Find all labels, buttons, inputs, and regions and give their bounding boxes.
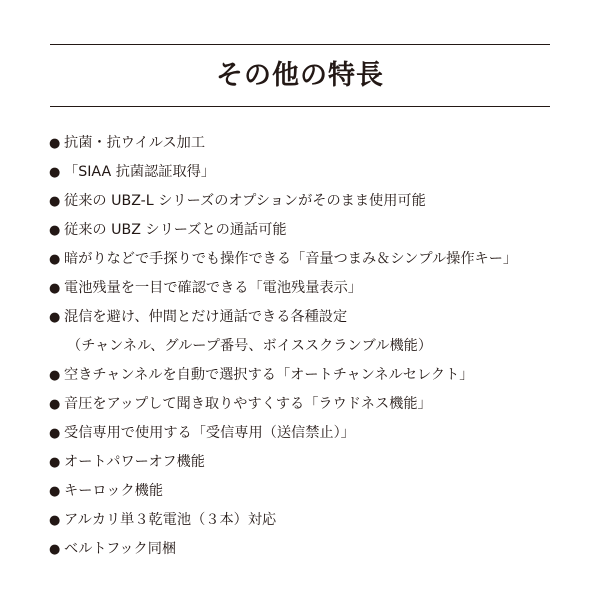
- feature-item: [49, 361, 589, 390]
- feature-item: [49, 303, 589, 361]
- bullet-icon: ●: [49, 136, 61, 151]
- feature-list: [49, 129, 589, 564]
- feature-item: [49, 158, 589, 187]
- bullet-icon: ●: [49, 368, 61, 383]
- feature-item: [49, 390, 589, 419]
- bullet-icon: ●: [49, 281, 61, 296]
- feature-item: [49, 506, 589, 535]
- feature-text: 従来の UBZ シリーズとの通話可能: [64, 222, 287, 238]
- bullet-icon: ●: [49, 165, 61, 180]
- feature-text: 従来の UBZ-L シリーズのオプションがそのまま使用可能: [64, 193, 426, 209]
- bullet-icon: ●: [49, 310, 61, 325]
- feature-text: キーロック機能: [64, 483, 164, 499]
- title-bottom-rule: [50, 106, 550, 107]
- feature-item: [49, 274, 589, 303]
- bullet-icon: ●: [49, 397, 61, 412]
- bullet-icon: ●: [49, 484, 61, 499]
- feature-text: オートパワーオフ機能: [64, 454, 205, 470]
- page-title: その他の特長: [216, 60, 384, 91]
- feature-text: 抗菌・抗ウイルス加工: [64, 135, 206, 151]
- feature-text: 音圧をアップして聞き取りやすくする「ラウドネス機能」: [64, 396, 432, 412]
- feature-item: [49, 245, 589, 274]
- feature-item: [49, 535, 589, 564]
- bullet-icon: ●: [49, 194, 61, 209]
- feature-text: 受信専用で使用する「受信専用（送信禁止）」: [64, 425, 355, 441]
- feature-item: [49, 187, 589, 216]
- bullet-icon: ●: [49, 252, 61, 267]
- feature-text: アルカリ単３乾電池（３本）対応: [64, 512, 277, 528]
- feature-item: [49, 216, 589, 245]
- feature-item: [49, 419, 589, 448]
- bullet-icon: ●: [49, 426, 61, 441]
- bullet-icon: ●: [49, 542, 61, 557]
- feature-item: [49, 129, 589, 158]
- bullet-icon: ●: [49, 513, 61, 528]
- feature-text-continuation: （チャンネル、グループ番号、ボイススクランブル機能）: [67, 338, 433, 354]
- feature-text: 空きチャンネルを自動で選択する「オートチャンネルセレクト」: [64, 367, 474, 383]
- bullet-icon: ●: [49, 223, 61, 238]
- feature-text: 電池残量を一目で確認できる「電池残量表示」: [64, 280, 362, 296]
- feature-text: 暗がりなどで手探りでも操作できる「音量つまみ＆シンプル操作キー」: [64, 251, 518, 267]
- feature-text: 「SIAA 抗菌認証取得」: [64, 164, 216, 180]
- feature-item: [49, 477, 589, 506]
- title-top-rule: [50, 44, 550, 45]
- bullet-icon: ●: [49, 455, 61, 470]
- feature-text: ベルトフック同梱: [64, 541, 177, 557]
- feature-text: 混信を避け、仲間とだけ通話できる各種設定: [64, 309, 348, 325]
- feature-item: [49, 448, 589, 477]
